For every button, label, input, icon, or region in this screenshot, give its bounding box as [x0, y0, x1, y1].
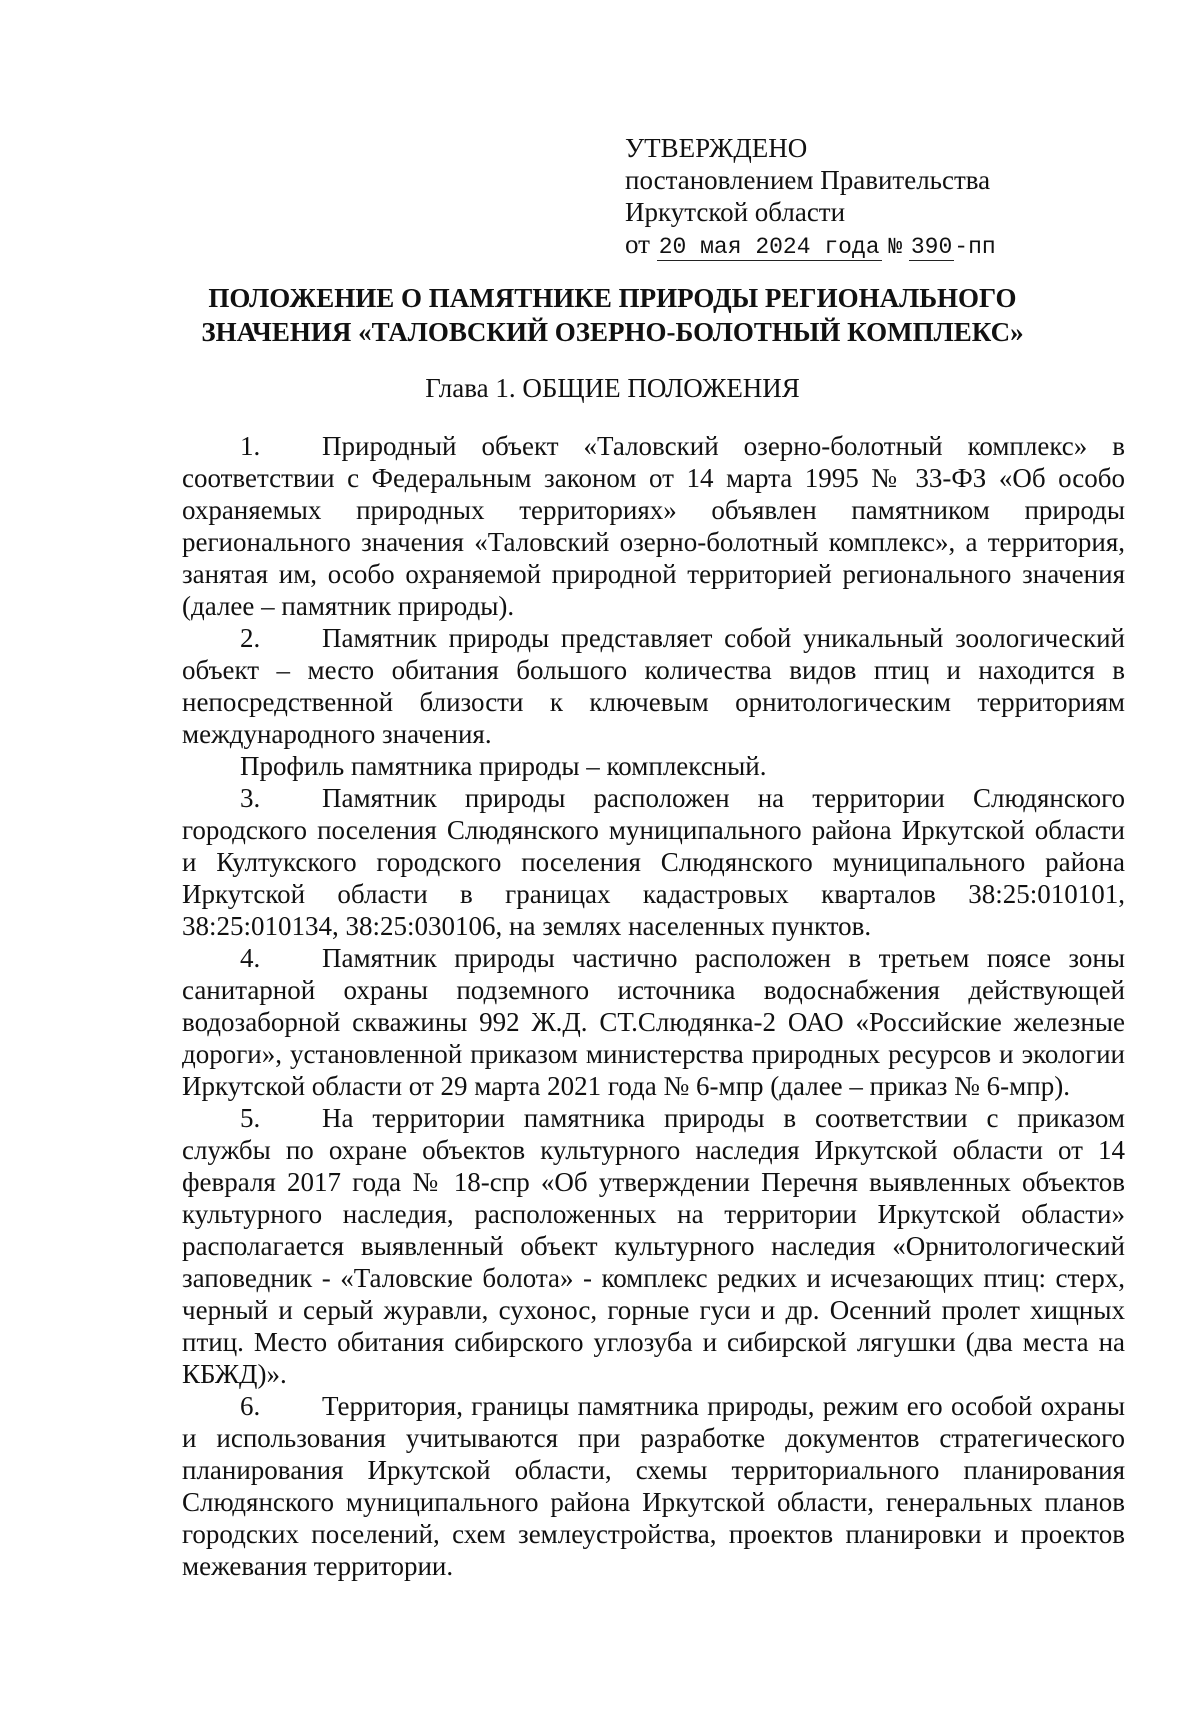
- approval-stamp: [625, 132, 1085, 263]
- paragraph-number: 3.: [240, 783, 261, 813]
- paragraph-text: Профиль памятника природы – комплексный.: [240, 751, 767, 781]
- paragraph-profile: [182, 750, 1125, 782]
- approval-number-value: 390: [910, 234, 953, 260]
- paragraph-2: [182, 622, 1125, 750]
- paragraph-5: [182, 1102, 1125, 1390]
- paragraph-text: Памятник природы частично расположен в третьем поясе зоны санитарной охраны подземного источника водоснабжения действующей водозаборной скважины 992 Ж.Д. СТ.Слюдянка-2 ОАО «Российские железные дороги», установленной приказом министерства природных ресурсов и экологии Иркутской области от 29 марта 2021 года № 6-мпр (далее – приказ № 6-мпр).: [182, 943, 1125, 1101]
- paragraph-4: [182, 942, 1125, 1102]
- approval-date-line: [625, 228, 1085, 263]
- document-title: [150, 281, 1075, 349]
- approval-line-region: Иркутской области: [625, 197, 846, 227]
- paragraph-text: Природный объект «Таловский озерно-болотный комплекс» в соответствии с Федеральным законом от 14 марта 1995 № 33-ФЗ «Об особо охраняемых природных территориях» объявлен памятником природы регионального значения «Таловский озерно-болотный комплекс», а территория, занятая им, особо охраняемой природной территорией регионального значения (далее – памятник природы).: [182, 431, 1125, 621]
- chapter-heading: Глава 1. ОБЩИЕ ПОЛОЖЕНИЯ: [425, 373, 800, 403]
- document-title-line-2: ЗНАЧЕНИЯ «ТАЛОВСКИЙ ОЗЕРНО-БОЛОТНЫЙ КОМПЛЕКС»: [201, 317, 1024, 347]
- approval-number-suffix: -пп: [954, 234, 996, 260]
- document-body: [182, 430, 1125, 1582]
- paragraph-3: [182, 782, 1125, 942]
- paragraph-number: 2.: [240, 623, 261, 653]
- paragraph-number: 4.: [240, 943, 261, 973]
- paragraph-number: 1.: [240, 431, 261, 461]
- approval-date-prefix: от: [625, 229, 650, 259]
- paragraph-number: 6.: [240, 1391, 261, 1421]
- approval-heading: УТВЕРЖДЕНО: [625, 133, 808, 163]
- paragraph-6: [182, 1390, 1125, 1582]
- approval-number-sign: №: [888, 234, 903, 260]
- paragraph-text: Территория, границы памятника природы, режим его особой охраны и использования учитываются при разработке документов стратегического планирования Иркутской области, схемы территориального планирования Слюдянского муниципального района Иркутской области, генеральных планов городских поселений, схем землеустройства, проектов планировки и проектов межевания территории.: [182, 1391, 1125, 1581]
- approval-line-resolution: постановлением Правительства: [625, 165, 991, 195]
- approval-date-value: 20 мая 2024 года: [658, 234, 880, 260]
- paragraph-1: [182, 430, 1125, 622]
- paragraph-text: Памятник природы расположен на территории Слюдянского городского поселения Слюдянского муниципального района Иркутской области и Култукского городского поселения Слюдянского муниципального района Иркутской области в границах кадастровых кварталов 38:25:010101, 38:25:010134, 38:25:030106, на землях населенных пунктов.: [182, 783, 1125, 941]
- paragraph-text: На территории памятника природы в соответствии с приказом службы по охране объектов культурного наследия Иркутской области от 14 февраля 2017 года № 18-спр «Об утверждении Перечня выявленных объектов культурного наследия, расположенных на территории Иркутской области» располагается выявленный объект культурного наследия «Орнитологический заповедник - «Таловские болота» - комплекс редких и исчезающих птиц: стерх, черный и серый журавли, сухонос, горные гуси и др. Осенний пролет хищных птиц. Место обитания сибирского углозуба и сибирской лягушки (два места на КБЖД)».: [182, 1103, 1125, 1389]
- document-title-line-1: ПОЛОЖЕНИЕ О ПАМЯТНИКЕ ПРИРОДЫ РЕГИОНАЛЬНОГО: [208, 283, 1017, 313]
- paragraph-number: 5.: [240, 1103, 261, 1133]
- paragraph-text: Памятник природы представляет собой уникальный зоологический объект – место обитания большого количества видов птиц и находится в непосредственной близости к ключевым орнитологическим территориям международного значения.: [182, 623, 1125, 749]
